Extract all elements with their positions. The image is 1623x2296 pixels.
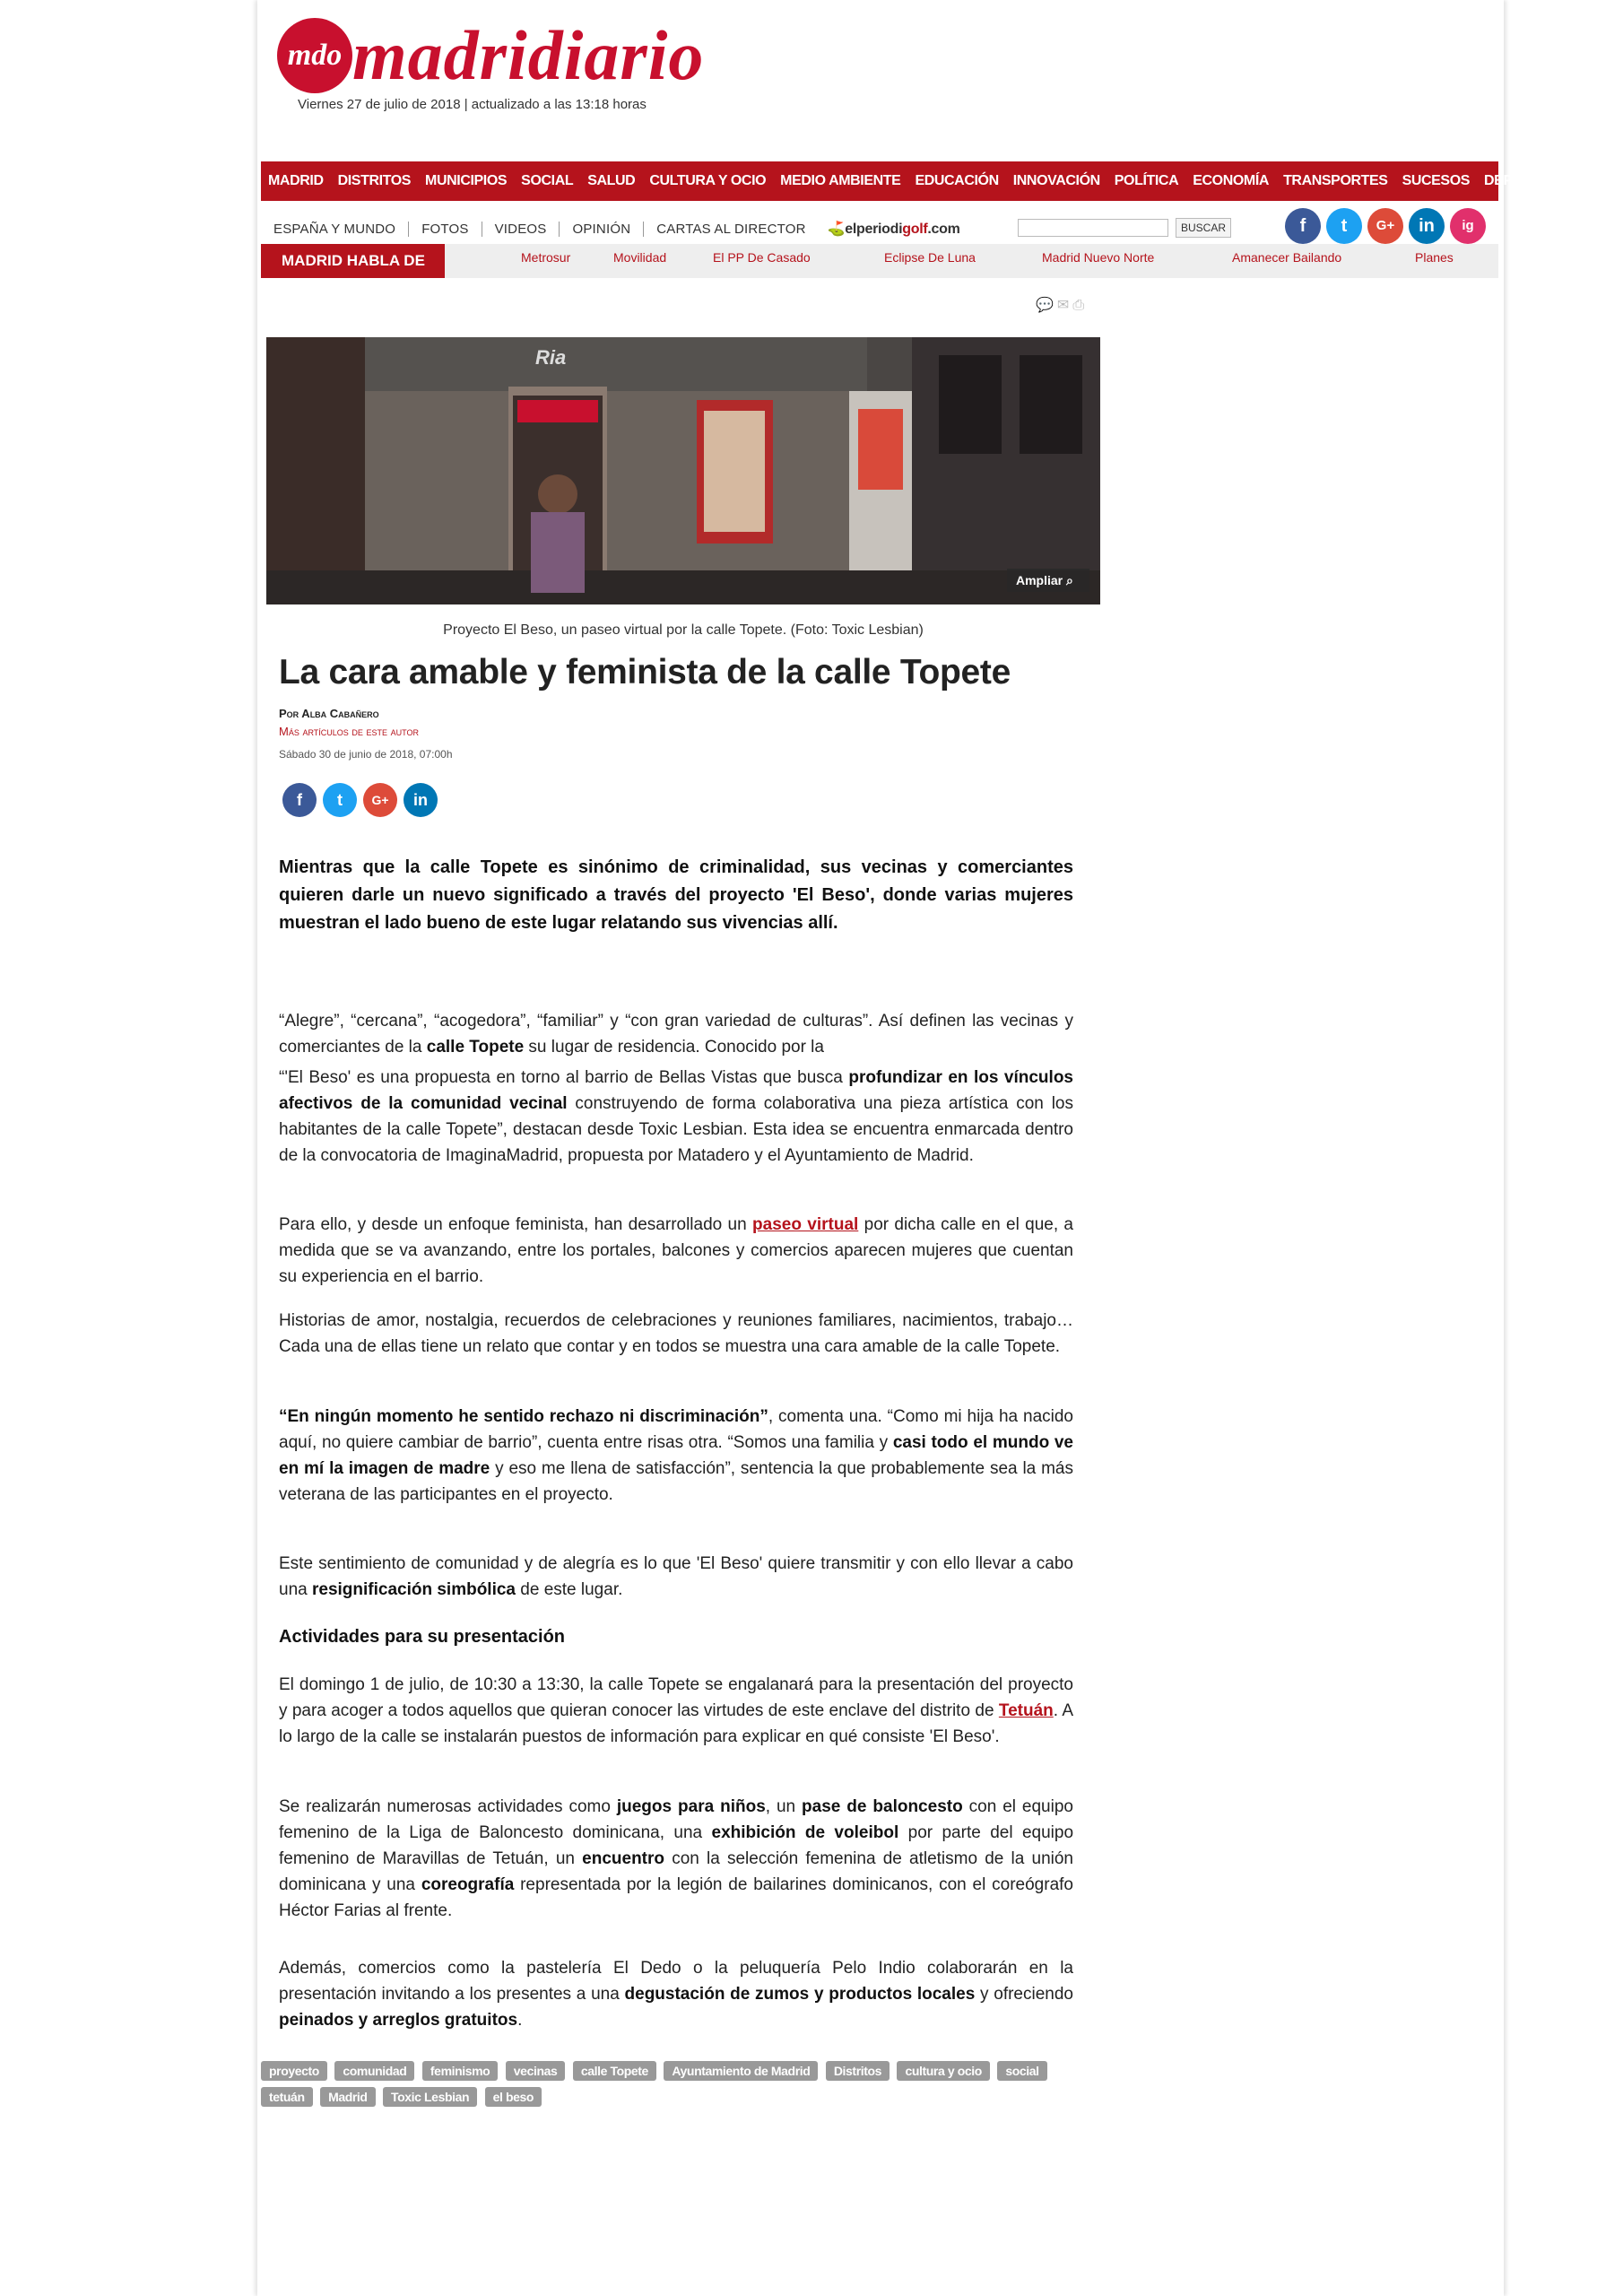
text-run: y eso me llena de satisfacción”, sentencia la que probablemente sea la más veterana de las participantes en el proyecto.	[279, 1459, 1073, 1504]
trending-link[interactable]: Metrosur	[521, 250, 571, 265]
paragraph	[279, 1551, 1073, 1603]
bold-run: coreografía	[421, 1875, 515, 1894]
tag[interactable]: tetuán	[261, 2087, 313, 2107]
nav-item[interactable]: EDUCACIÓN	[915, 173, 999, 188]
bold-run: encuentro	[582, 1849, 665, 1868]
twitter-icon[interactable]: t	[1326, 208, 1362, 244]
share-twitter-icon[interactable]: t	[323, 783, 357, 817]
trending-link[interactable]: Planes	[1415, 250, 1454, 265]
nav-item[interactable]: MEDIO AMBIENTE	[780, 173, 901, 188]
tag[interactable]: feminismo	[422, 2061, 498, 2081]
print-icon[interactable]: ⎙	[1072, 298, 1089, 313]
tag[interactable]: social	[997, 2061, 1046, 2081]
tag[interactable]: Ayuntamiento de Madrid	[664, 2061, 818, 2081]
text-run: de este lugar.	[516, 1580, 623, 1599]
bold-run: pase de baloncesto	[802, 1797, 963, 1816]
golf-icon: ⛳	[827, 222, 846, 237]
linkedin-icon[interactable]: in	[1409, 208, 1445, 244]
sub-nav	[261, 215, 960, 242]
nav-item[interactable]: DEPORTES	[1484, 173, 1560, 188]
bold-run: degustación de zumos y productos locales	[624, 1985, 976, 2004]
bold-run: juegos para niños	[616, 1797, 766, 1816]
street-scene-image	[266, 337, 1100, 604]
section-subhead: Actividades para su presentación	[279, 1627, 566, 1647]
subnav-item[interactable]: CARTAS AL DIRECTOR	[656, 221, 806, 237]
text-run: con el equipo femenino de la Liga de Baloncesto dominicana, una	[279, 1797, 1073, 1842]
trending-link[interactable]: Movilidad	[613, 250, 667, 265]
nav-item[interactable]: SALUD	[587, 173, 636, 188]
text-run: “'El Beso' es una propuesta en torno al barrio de Bellas Vistas que busca	[279, 1068, 849, 1087]
paragraph	[279, 1212, 1073, 1290]
trending-bar	[261, 244, 1498, 278]
tag[interactable]: proyecto	[261, 2061, 327, 2081]
golf-accent: golf	[902, 222, 928, 237]
trending-label: MADRID HABLA DE	[261, 244, 445, 278]
text-run: .	[517, 2011, 523, 2030]
enlarge-label: Ampliar	[1016, 573, 1063, 587]
main-nav	[261, 161, 1560, 201]
article-title: La cara amable y feminista de la calle Topete	[279, 653, 1011, 691]
bold-run: profundizar en los vínculos afectivos de la comunidad vecinal	[279, 1068, 1073, 1113]
page	[257, 0, 1560, 2296]
tag[interactable]: calle Topete	[573, 2061, 656, 2081]
nav-item[interactable]: SOCIAL	[521, 173, 574, 188]
text-run: y ofreciendo	[975, 1985, 1073, 2004]
more-articles-link[interactable]: Más artículos de este autor	[279, 725, 419, 738]
publish-date: Sábado 30 de junio de 2018, 07:00h	[279, 748, 453, 761]
byline: Por Alba Cabañero	[279, 707, 379, 720]
text-run: “Alegre”, “cercana”, “acogedora”, “familiar” y “con gran variedad de culturas”. Así definen las vecinas y comerciantes de la	[279, 1012, 1073, 1057]
bold-run: “En ningún momento he sentido rechazo ni discriminación”	[279, 1407, 768, 1426]
tetuan-link[interactable]: Tetuán	[998, 1701, 1054, 1720]
paragraph: Historias de amor, nostalgia, recuerdos de celebraciones y reuniones familiares, nacimientos, trabajo… Cada una de ellas tiene un relato que contar y en todos se muestra una cara amable de la calle Topete.	[279, 1311, 1073, 1356]
subnav-item[interactable]: ESPAÑA Y MUNDO	[261, 222, 409, 237]
nav-item[interactable]: INNOVACIÓN	[1012, 173, 1100, 188]
text-run: . A lo largo de la calle se instalarán puestos de información para explicar en qué consiste 'El Beso'.	[279, 1701, 1074, 1746]
trending-link[interactable]: Amanecer Bailando	[1232, 250, 1342, 265]
text-run: con la selección femenina de atletismo de la unión dominicana y una	[279, 1849, 1074, 1894]
paragraph	[279, 1008, 1073, 1060]
text-run: Este sentimiento de comunidad y de alegría es lo que 'El Beso' quiere transmitir y con ello llevar a cabo una	[279, 1554, 1073, 1599]
logo-wordmark[interactable]: madridiario	[352, 16, 705, 94]
nav-item[interactable]: CULTURA Y OCIO	[649, 173, 767, 188]
text-run: Además, comercios como la pastelería El Dedo o la peluquería Pelo Indio colaborarán en la presentación invitando a los presentes a una	[279, 1959, 1073, 2004]
photo-caption: Proyecto El Beso, un paseo virtual por la calle Topete. (Foto: Toxic Lesbian)	[443, 622, 924, 638]
logo-mark[interactable]: mdo	[277, 18, 352, 93]
golf-suffix: .com	[927, 222, 960, 237]
tag[interactable]: Madrid	[320, 2087, 376, 2107]
golf-link[interactable]	[828, 220, 960, 238]
trending-link[interactable]: El PP De Casado	[713, 250, 811, 265]
subnav-item[interactable]: FOTOS	[409, 222, 482, 237]
tag[interactable]: vecinas	[506, 2061, 566, 2081]
article-photo[interactable]	[266, 337, 1100, 604]
nav-item[interactable]: SUCESOS	[1402, 173, 1471, 188]
email-icon[interactable]: ✉	[1056, 298, 1073, 313]
nav-item[interactable]: MADRID	[268, 173, 324, 188]
tag[interactable]: comunidad	[334, 2061, 414, 2081]
nav-item[interactable]: TRANSPORTES	[1283, 173, 1388, 188]
share-facebook-icon[interactable]: f	[282, 783, 317, 817]
nav-item[interactable]: ECONOMÍA	[1193, 173, 1270, 188]
text-run: su lugar de residencia. Conocido por la	[524, 1038, 824, 1057]
text-run: por dicha calle en el que, a medida que se va avanzando, entre los portales, balcones y comercios aparecen mujeres que cuentan su experiencia en el barrio.	[279, 1215, 1073, 1286]
bold-run: exhibición de voleibol	[711, 1823, 899, 1842]
subnav-item[interactable]: VIDEOS	[482, 222, 560, 237]
bold-run: resignificación simbólica	[311, 1580, 516, 1599]
text-run: representada por la legión de bailarines dominicanos, con el coreógrafo Héctor Farias al frente.	[279, 1875, 1073, 1920]
instagram-icon[interactable]: ig	[1450, 208, 1486, 244]
tag[interactable]: el beso	[485, 2087, 542, 2107]
text-run: El domingo 1 de julio, de 10:30 a 13:30, la calle Topete se engalanará para la presentación del proyecto y para acoger a todos aquellos que quieran conocer las virtudes de este enclave del distrito de	[279, 1675, 1073, 1720]
enlarge-button[interactable]	[1007, 569, 1089, 592]
trending-link[interactable]: Eclipse De Luna	[884, 250, 976, 265]
paragraph	[279, 1955, 1073, 2033]
paragraph	[279, 1794, 1073, 1924]
text-run: Se realizarán numerosas actividades como	[279, 1797, 617, 1816]
magnifier-icon: ⌕	[1066, 573, 1073, 587]
subnav-item[interactable]: OPINIÓN	[560, 222, 644, 237]
date-line: Viernes 27 de julio de 2018 | actualizado a las 13:18 horas	[298, 97, 647, 112]
comment-icon[interactable]: 💬	[1036, 298, 1057, 313]
text-run: Para ello, y desde un enfoque feminista, han desarrollado un	[279, 1215, 753, 1234]
nav-item[interactable]: POLÍTICA	[1114, 173, 1179, 188]
search-input[interactable]	[1018, 219, 1168, 237]
facebook-icon[interactable]: f	[1285, 208, 1321, 244]
paragraph	[279, 1404, 1073, 1508]
tag[interactable]: Toxic Lesbian	[383, 2087, 477, 2107]
golf-prefix: elperiodi	[845, 222, 903, 237]
paseo-virtual-link[interactable]: paseo virtual	[752, 1215, 859, 1234]
tag[interactable]: cultura y ocio	[897, 2061, 989, 2081]
text-run: , comenta una. “Como mi hija ha nacido aquí, no quiere cambiar de barrio”, cuenta entre risas otra. “Somos una familia y	[279, 1407, 1073, 1452]
google-plus-icon[interactable]: G+	[1367, 208, 1403, 244]
bold-run: calle Topete	[426, 1038, 525, 1057]
article-lead: Mientras que la calle Topete es sinónimo de criminalidad, sus vecinas y comerciantes quieren darle un nuevo significado a través del proyecto 'El Beso', donde varias mujeres muestran el lado bueno de este lugar relatando sus vivencias allí.	[279, 857, 1073, 933]
svg-text:Ria: Ria	[535, 346, 567, 369]
nav-item[interactable]: DISTRITOS	[337, 173, 412, 188]
paragraph	[279, 1672, 1073, 1750]
search-button[interactable]: BUSCAR	[1176, 218, 1231, 238]
article-tools	[1036, 296, 1088, 314]
text-run: , un	[765, 1797, 803, 1816]
text-run: por parte del equipo femenino de Maravillas de Tetuán, un	[279, 1823, 1074, 1868]
text-run: construyendo de forma colaborativa una pieza artística con los habitantes de la calle Topete”, destacan desde Toxic Lesbian. Esta idea se encuentra enmarcada dentro de la convocatoria de ImaginaMadrid, propuesta por Matadero y el Ayuntamiento de Madrid.	[279, 1094, 1073, 1165]
share-google-plus-icon[interactable]: G+	[363, 783, 397, 817]
bold-run: peinados y arreglos gratuitos	[279, 2011, 518, 2030]
bold-run: casi todo el mundo ve en mí la imagen de madre	[279, 1433, 1073, 1478]
tag[interactable]: Distritos	[826, 2061, 890, 2081]
nav-item[interactable]: MUNICIPIOS	[425, 173, 508, 188]
tag-list	[261, 2061, 1104, 2113]
paragraph	[279, 1065, 1073, 1169]
trending-link[interactable]: Madrid Nuevo Norte	[1042, 250, 1155, 265]
share-linkedin-icon[interactable]: in	[404, 783, 438, 817]
